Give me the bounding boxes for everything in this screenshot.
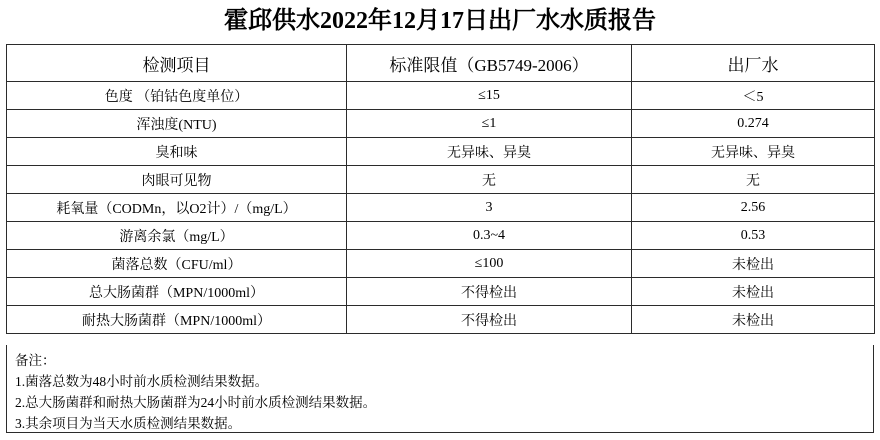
cell-limit: ≤1 (347, 110, 632, 138)
cell-item: 游离余氯（mg/L） (7, 222, 347, 250)
table-row (7, 222, 875, 250)
notes-section (6, 345, 874, 433)
note-line-1: 1.菌落总数为48小时前水质检测结果数据。 (15, 373, 269, 389)
cell-value: 无 (632, 166, 875, 194)
cell-limit: 3 (347, 194, 632, 222)
cell-item: 总大肠菌群（MPN/1000ml） (7, 278, 347, 306)
table-row (7, 194, 875, 222)
cell-value: 0.274 (632, 110, 875, 138)
cell-limit: 不得检出 (347, 306, 632, 334)
cell-value: 无异味、异臭 (632, 138, 875, 166)
cell-item: 色度 （铂钴色度单位） (7, 82, 347, 110)
table-row (7, 278, 875, 306)
cell-limit: ≤100 (347, 250, 632, 278)
water-quality-table (6, 44, 875, 334)
cell-item: 耐热大肠菌群（MPN/1000ml） (7, 306, 347, 334)
cell-value: 未检出 (632, 278, 875, 306)
notes-heading: 备注： (15, 353, 56, 368)
column-header-value: 出厂水 (632, 45, 875, 82)
table-row (7, 110, 875, 138)
cell-value: 未检出 (632, 306, 875, 334)
page-title: 霍邱供水2022年12月17日出厂水水质报告 (224, 8, 656, 34)
cell-value: 未检出 (632, 250, 875, 278)
table-row (7, 250, 875, 278)
cell-item: 肉眼可见物 (7, 166, 347, 194)
cell-value: 2.56 (632, 194, 875, 222)
table-row (7, 82, 875, 110)
table-header-row (7, 45, 875, 82)
cell-limit: 0.3~4 (347, 222, 632, 250)
cell-item: 耗氧量（CODMn，以O2计）/（mg/L） (7, 194, 347, 222)
cell-limit: 无异味、异臭 (347, 138, 632, 166)
table-row (7, 306, 875, 334)
cell-value: 0.53 (632, 222, 875, 250)
note-line-2: 2.总大肠菌群和耐热大肠菌群为24小时前水质检测结果数据。 (15, 394, 377, 410)
table-row (7, 138, 875, 166)
column-header-limit: 标准限值（GB5749-2006） (347, 45, 632, 82)
cell-item: 菌落总数（CFU/ml） (7, 250, 347, 278)
cell-limit: ≤15 (347, 82, 632, 110)
cell-item: 臭和味 (7, 138, 347, 166)
column-header-item: 检测项目 (7, 45, 347, 82)
note-line-3: 3.其余项目为当天水质检测结果数据。 (15, 415, 242, 431)
cell-limit: 无 (347, 166, 632, 194)
table-row (7, 166, 875, 194)
cell-limit: 不得检出 (347, 278, 632, 306)
cell-item: 浑浊度(NTU) (7, 110, 347, 138)
cell-value: ＜5 (632, 82, 875, 110)
